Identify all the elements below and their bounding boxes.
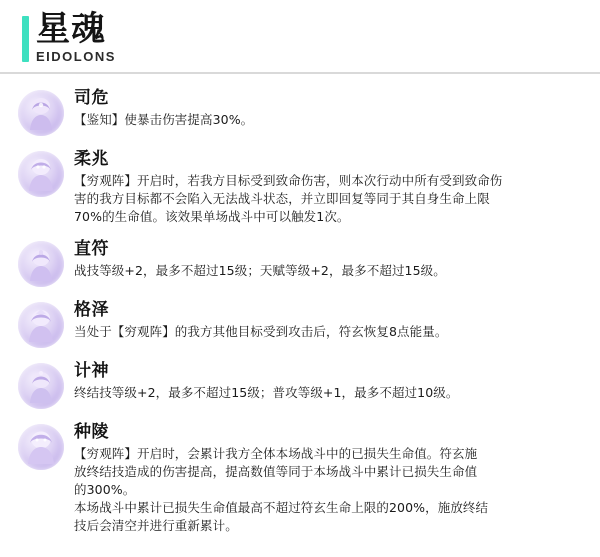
description-line: 【穷观阵】开启时，若我方目标受到致命伤害，则本次行动中所有受到致命伤 (74, 173, 503, 188)
description-line: 【穷观阵】开启时，会累计我方全体本场战斗中的已损失生命值。符玄施 (74, 446, 478, 461)
eidolon-name: 司危 (74, 88, 109, 108)
list-item (18, 239, 582, 287)
eidolon-description (74, 445, 582, 535)
eidolon-list (0, 74, 600, 535)
page-title: 星魂 (36, 9, 106, 49)
list-item (18, 149, 582, 226)
eidolon-body (74, 361, 582, 402)
description-line: 战技等级+2，最多不超过15级；天赋等级+2，最多不超过15级。 (74, 263, 446, 278)
eidolon-portrait-icon (18, 363, 64, 409)
description-line: 的300%。 (74, 482, 136, 497)
list-item (18, 88, 582, 136)
header-accent-bar (22, 16, 29, 62)
eidolon-name: 格泽 (74, 300, 109, 320)
eidolon-portrait-icon (18, 151, 64, 197)
page-subtitle: EIDOLONS (36, 49, 116, 64)
eidolon-description (74, 384, 582, 402)
eidolon-body (74, 422, 582, 535)
eidolon-name: 种陵 (74, 422, 109, 442)
eidolon-name: 计神 (74, 361, 109, 381)
eidolon-name: 柔兆 (74, 149, 109, 169)
eidolon-body (74, 300, 582, 341)
header-text-group (36, 10, 116, 65)
description-line: 放终结技造成的伤害提高，提高数值等同于本场战斗中累计已损失生命值 (74, 464, 478, 479)
description-line: 70%的生命值。该效果单场战斗中可以触发1次。 (74, 209, 350, 224)
list-item (18, 300, 582, 348)
eidolon-body (74, 239, 582, 280)
description-line: 当处于【穷观阵】的我方其他目标受到攻击后，符玄恢复8点能量。 (74, 324, 448, 339)
description-line: 害的我方目标都不会陷入无法战斗状态，并立即回复等同于其自身生命上限 (74, 191, 490, 206)
page-header (0, 0, 600, 74)
list-item (18, 422, 582, 535)
eidolon-portrait-icon (18, 241, 64, 287)
eidolon-body (74, 149, 582, 226)
eidolon-body (74, 88, 582, 129)
eidolon-description (74, 172, 582, 226)
eidolon-description (74, 323, 582, 341)
description-line: 技后会清空并进行重新累计。 (74, 518, 238, 533)
eidolon-portrait-icon (18, 424, 64, 470)
eidolon-name: 直符 (74, 239, 109, 259)
description-line: 本场战斗中累计已损失生命值最高不超过符玄生命上限的200%，施放终结 (74, 500, 489, 515)
eidolon-description (74, 262, 582, 280)
eidolon-description (74, 111, 582, 129)
eidolon-portrait-icon (18, 90, 64, 136)
list-item (18, 361, 582, 409)
description-line: 终结技等级+2，最多不超过15级；普攻等级+1，最多不超过10级。 (74, 385, 459, 400)
eidolon-portrait-icon (18, 302, 64, 348)
description-line: 【鉴知】使暴击伤害提高30%。 (74, 112, 254, 127)
